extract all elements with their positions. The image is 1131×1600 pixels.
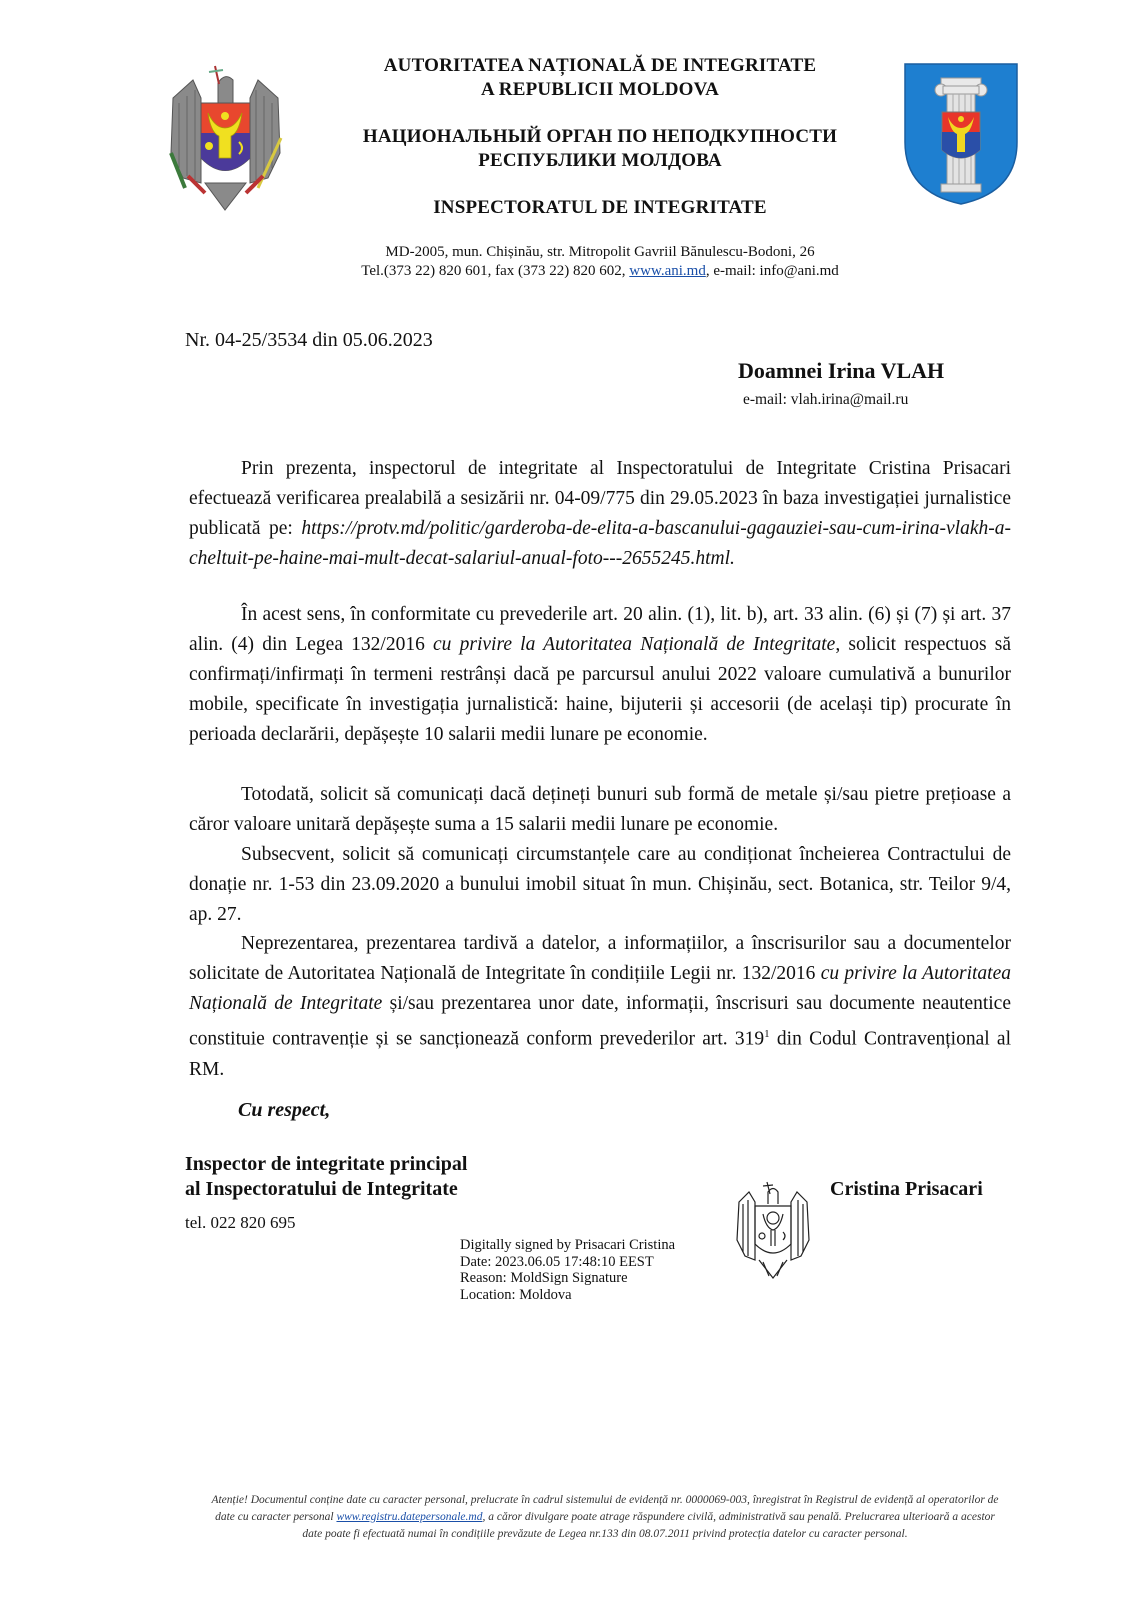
paragraph-2-text-a: În acest sens, în conformitate cu prevederile art. 20 alin. (1), lit. b), art. 33 alin. (6) și (7) și art. 37 alin. (4) din Legea 132/2016 (189, 604, 1011, 655)
org-address: MD-2005, mun. Chișinău, str. Mitropolit Gavriil Bănulescu-Bodoni, 26 (385, 244, 815, 260)
notice-text-b: , a căror divulgare poate atrage răspundere civilă, administrativă sau penală. Prelucrarea ulterioară a acestor date poate fi efectuată numai în condițiile prevăzute de Legea nr.133 din 08.07.2011 privind protecția datelor cu caracter personal. (302, 1511, 995, 1540)
law-title-italic: cu privire la Autoritatea Națională de Integritate (433, 634, 836, 655)
signer-title-line2: al Inspectoratului de Integritate (185, 1178, 458, 1200)
body-paragraph-4 (189, 840, 1011, 930)
body-paragraph-3 (189, 780, 1011, 840)
paragraph-5-text-a: Neprezentarea, prezentarea tardivă a datelor, a informațiilor, a înscrisurilor sau a documentelor solicitate de Autoritatea Națională de Integritate în condițiile Legii nr. 132/2016 (189, 933, 1011, 984)
digital-signature-signer: Digitally signed by Prisacari Cristina (460, 1237, 676, 1253)
paragraph-2-text-b: , solicit respectuos să confirmați/infirmați în termeni restrânși dacă pe parcursul anului 2022 valoare cumulativă a bunurilor mobile, specificate în investigația jurnalistică: haine, bijuterii și accesorii (de același tip) procurate în perioada declarării, depășește 10 salarii medii lunare pe economie. (189, 634, 1011, 745)
org-name-ru-line1: НАЦИОНАЛЬНЫЙ ОРГАН ПО НЕПОДКУПНОСТИ (362, 126, 838, 147)
article-superscript: 1 (764, 1028, 770, 1040)
moldova-coat-of-arms-icon (163, 58, 288, 213)
website-link[interactable]: www.ani.md (629, 263, 706, 279)
paragraph-3-text: Totodată, solicit să comunicați dacă dețineți bunuri sub formă de metale și/sau pietre prețioase a căror valoare unitară depășește suma a 15 salarii medii lunare pe economie. (189, 784, 1011, 835)
signer-name: Cristina Prisacari (830, 1178, 983, 1200)
paragraph-1-text: Prin prezenta, inspectorul de integritate al Inspectoratului de Integritate Cristina Prisacari efectuează verificarea prealabilă a sesizării nr. 04-09/775 din 29.05.2023 în baza investigației jurnalistice publicată pe: (189, 458, 1011, 539)
digital-signature-location: Location: Moldova (460, 1286, 572, 1303)
signer-title-line1: Inspector de integritate principal (185, 1153, 468, 1175)
body-paragraph-1 (189, 454, 1011, 574)
ani-column-shield-icon (903, 62, 1019, 206)
paragraph-4-text: Subsecvent, solicit să comunicați circumstanțele care au condiționat încheierea Contractului de donație nr. 1-53 din 23.09.2020 a bunului imobil situat în mun. Chișinău, sect. Botanica, str. Teilor 9/4, ap. 27. (189, 844, 1011, 925)
digital-signature-block (460, 1237, 675, 1303)
personal-data-notice (205, 1492, 1005, 1543)
article-link[interactable]: https://protv.md/politic/garderoba-de-elita-a-bascanului-gagauziei-sau-cum-irina-vlakh-a-cheltuit-pe-haine-mai-mult-decat-salariul-anual-foto---2655245.html. (189, 518, 1011, 569)
document-reference-number: Nr. 04-25/3534 din 05.06.2023 (185, 329, 433, 351)
recipient-email: e-mail: vlah.irina@mail.ru (743, 391, 909, 408)
closing-salutation: Cu respect, (238, 1099, 331, 1121)
org-contact (300, 261, 900, 281)
recipient-name: Doamnei Irina VLAH (738, 358, 945, 383)
org-name-ro-line2: A REPUBLICII MOLDOVA (480, 79, 720, 100)
digital-signature-date: Date: 2023.06.05 17:48:10 EEST (460, 1253, 654, 1270)
moldova-coat-of-arms-outline-icon (733, 1180, 813, 1280)
registry-link[interactable]: www.registru.datepersonale.md (336, 1511, 483, 1523)
contact-email: , e-mail: info@ani.md (705, 263, 839, 279)
notice-text-a: Atenție! Documentul conține date cu caracter personal, prelucrate în cadrul sistemului de evidență nr. 0000069-003, înregistrat în Registrul de evidență al operatorilor de date cu caracter personal (211, 1494, 999, 1523)
signer-phone: tel. 022 820 695 (185, 1213, 296, 1232)
paragraph-5-text-c: din Codul Contravențional al RM. (189, 1028, 1011, 1080)
body-paragraph-2 (189, 600, 1011, 750)
contact-phone-fax: Tel.(373 22) 820 601, fax (373 22) 820 602, (361, 263, 630, 279)
digital-signature-reason: Reason: MoldSign Signature (460, 1270, 628, 1286)
paragraph-5-text-b: și/sau prezentarea unor date, informații, înscrisuri sau documente neautentice constituie contravenție și se sancționează conform prevederilor art. 319 (189, 993, 1011, 1050)
org-name-ru-line2: РЕСПУБЛИКИ МОЛДОВА (478, 150, 722, 171)
department-name: INSPECTORATUL DE INTEGRITATE (433, 197, 767, 218)
law-title-italic: cu privire la Autoritatea Națională de Integritate (189, 963, 1011, 1014)
body-paragraph-5 (189, 929, 1011, 1085)
org-name-ro-line1: AUTORITATEA NAȚIONALĂ DE INTEGRITATE (383, 55, 817, 76)
